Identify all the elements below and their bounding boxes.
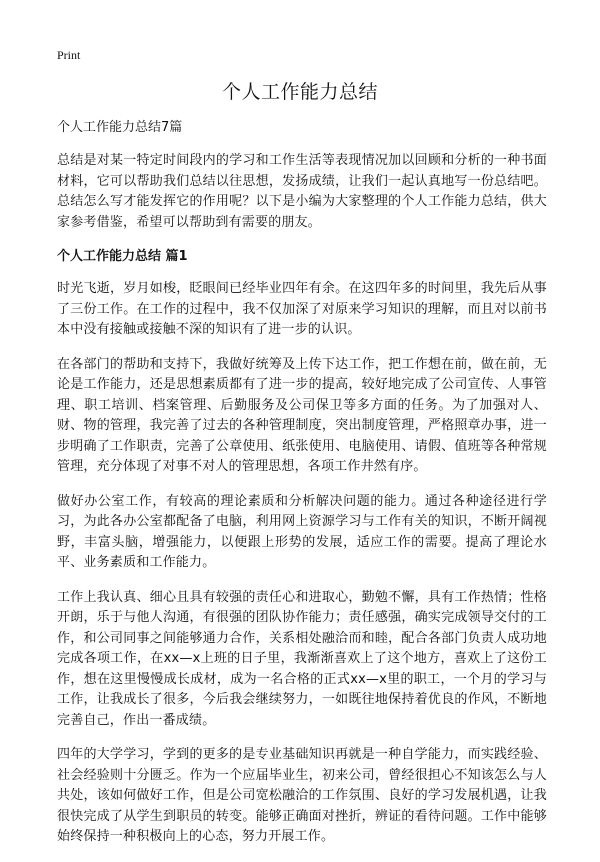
document-body	[57, 119, 547, 862]
body-paragraph: 做好办公室工作，有较高的理论素质和分析解决问题的能力。通过各种途径进行学习，为此各办公室都配备了电脑，利用网上资源学习与工作有关的知识，不断开阔视野，丰富头脑，增强能力，以便跟上形势的发展，适应工作的需要。提高了理论水平、业务素质和工作能力。	[57, 493, 547, 570]
print-link[interactable]: Print	[57, 48, 81, 62]
body-paragraph: 时光飞逝，岁月如梭，眨眼间已经毕业四年有余。在这四年多的时间里，我先后从事了三份工作。在工作的过程中，我不仅加深了对原来学习知识的理解，而且对以前书本中没有接触或接触不深的知识有了进一步的认识。	[57, 281, 547, 337]
body-paragraph: 四年的大学学习，学到的更多的是专业基础知识再就是一种自学能力，而实践经验、社会经验则十分匮乏。作为一个应届毕业生，初来公司，曾经很担心不知该怎么与人共处，该如何做好工作，但是公司宽松融洽的工作氛围、良好的学习发展机遇，让我很快完成了从学生到职员的转变。能够正确面对挫折，辨证的看待问题。工作中能够始终保持一种积极向上的心态，努力开展工作。	[57, 747, 547, 844]
page-title: 个人工作能力总结	[221, 81, 378, 103]
document-subtitle: 个人工作能力总结7篇	[57, 120, 183, 135]
body-paragraph: 工作上我认真、细心且具有较强的责任心和进取心，勤勉不懈，具有工作热情；性格开朗，乐于与他人沟通，有很强的团队协作能力；责任感强，确实完成领导交付的工作，和公司同事之间能够通力合作，关系相处融洽而和睦，配合各部门负责人成功地完成各项工作，在xx—x上班的日子里，我渐渐喜欢上了这个地方，喜欢上了这份工作，想在这里慢慢成长成材，成为一名合格的正式xx—x里的职工，一个月的学习与工作，让我成长了很多，今后我会继续努力，一如既往地保持着优良的作风，不断地完善自己，作出一番成绩。	[57, 589, 547, 728]
intro-paragraph: 总结是对某一特定时间段内的学习和工作生活等表现情况加以回顾和分析的一种书面材料，它可以帮助我们总结以往思想，发扬成绩，让我们一起认真地写一份总结吧。总结怎么写才能发挥它的作用呢？以下是小编为大家整理的个人工作能力总结，供大家参考借鉴，希望可以帮助到有需要的朋友。	[57, 153, 547, 230]
section-heading: 个人工作能力总结 篇1	[57, 249, 188, 264]
body-paragraph: 在各部门的帮助和支持下，我做好统筹及上传下达工作，把工作想在前，做在前，无论是工作能力，还是思想素质都有了进一步的提高，较好地完成了公司宣传、人事管理、职工培训、档案管理、后勤服务及公司保卫等多方面的任务。为了加强对人、财、物的管理，我完善了过去的各种管理制度，突出制度管理，严格照章办事，进一步明确了工作职责，完善了公章使用、纸张使用、电脑使用、请假、值班等各种常规管理，充分体现了对事不对人的管理思想，各项工作井然有序。	[57, 356, 547, 474]
